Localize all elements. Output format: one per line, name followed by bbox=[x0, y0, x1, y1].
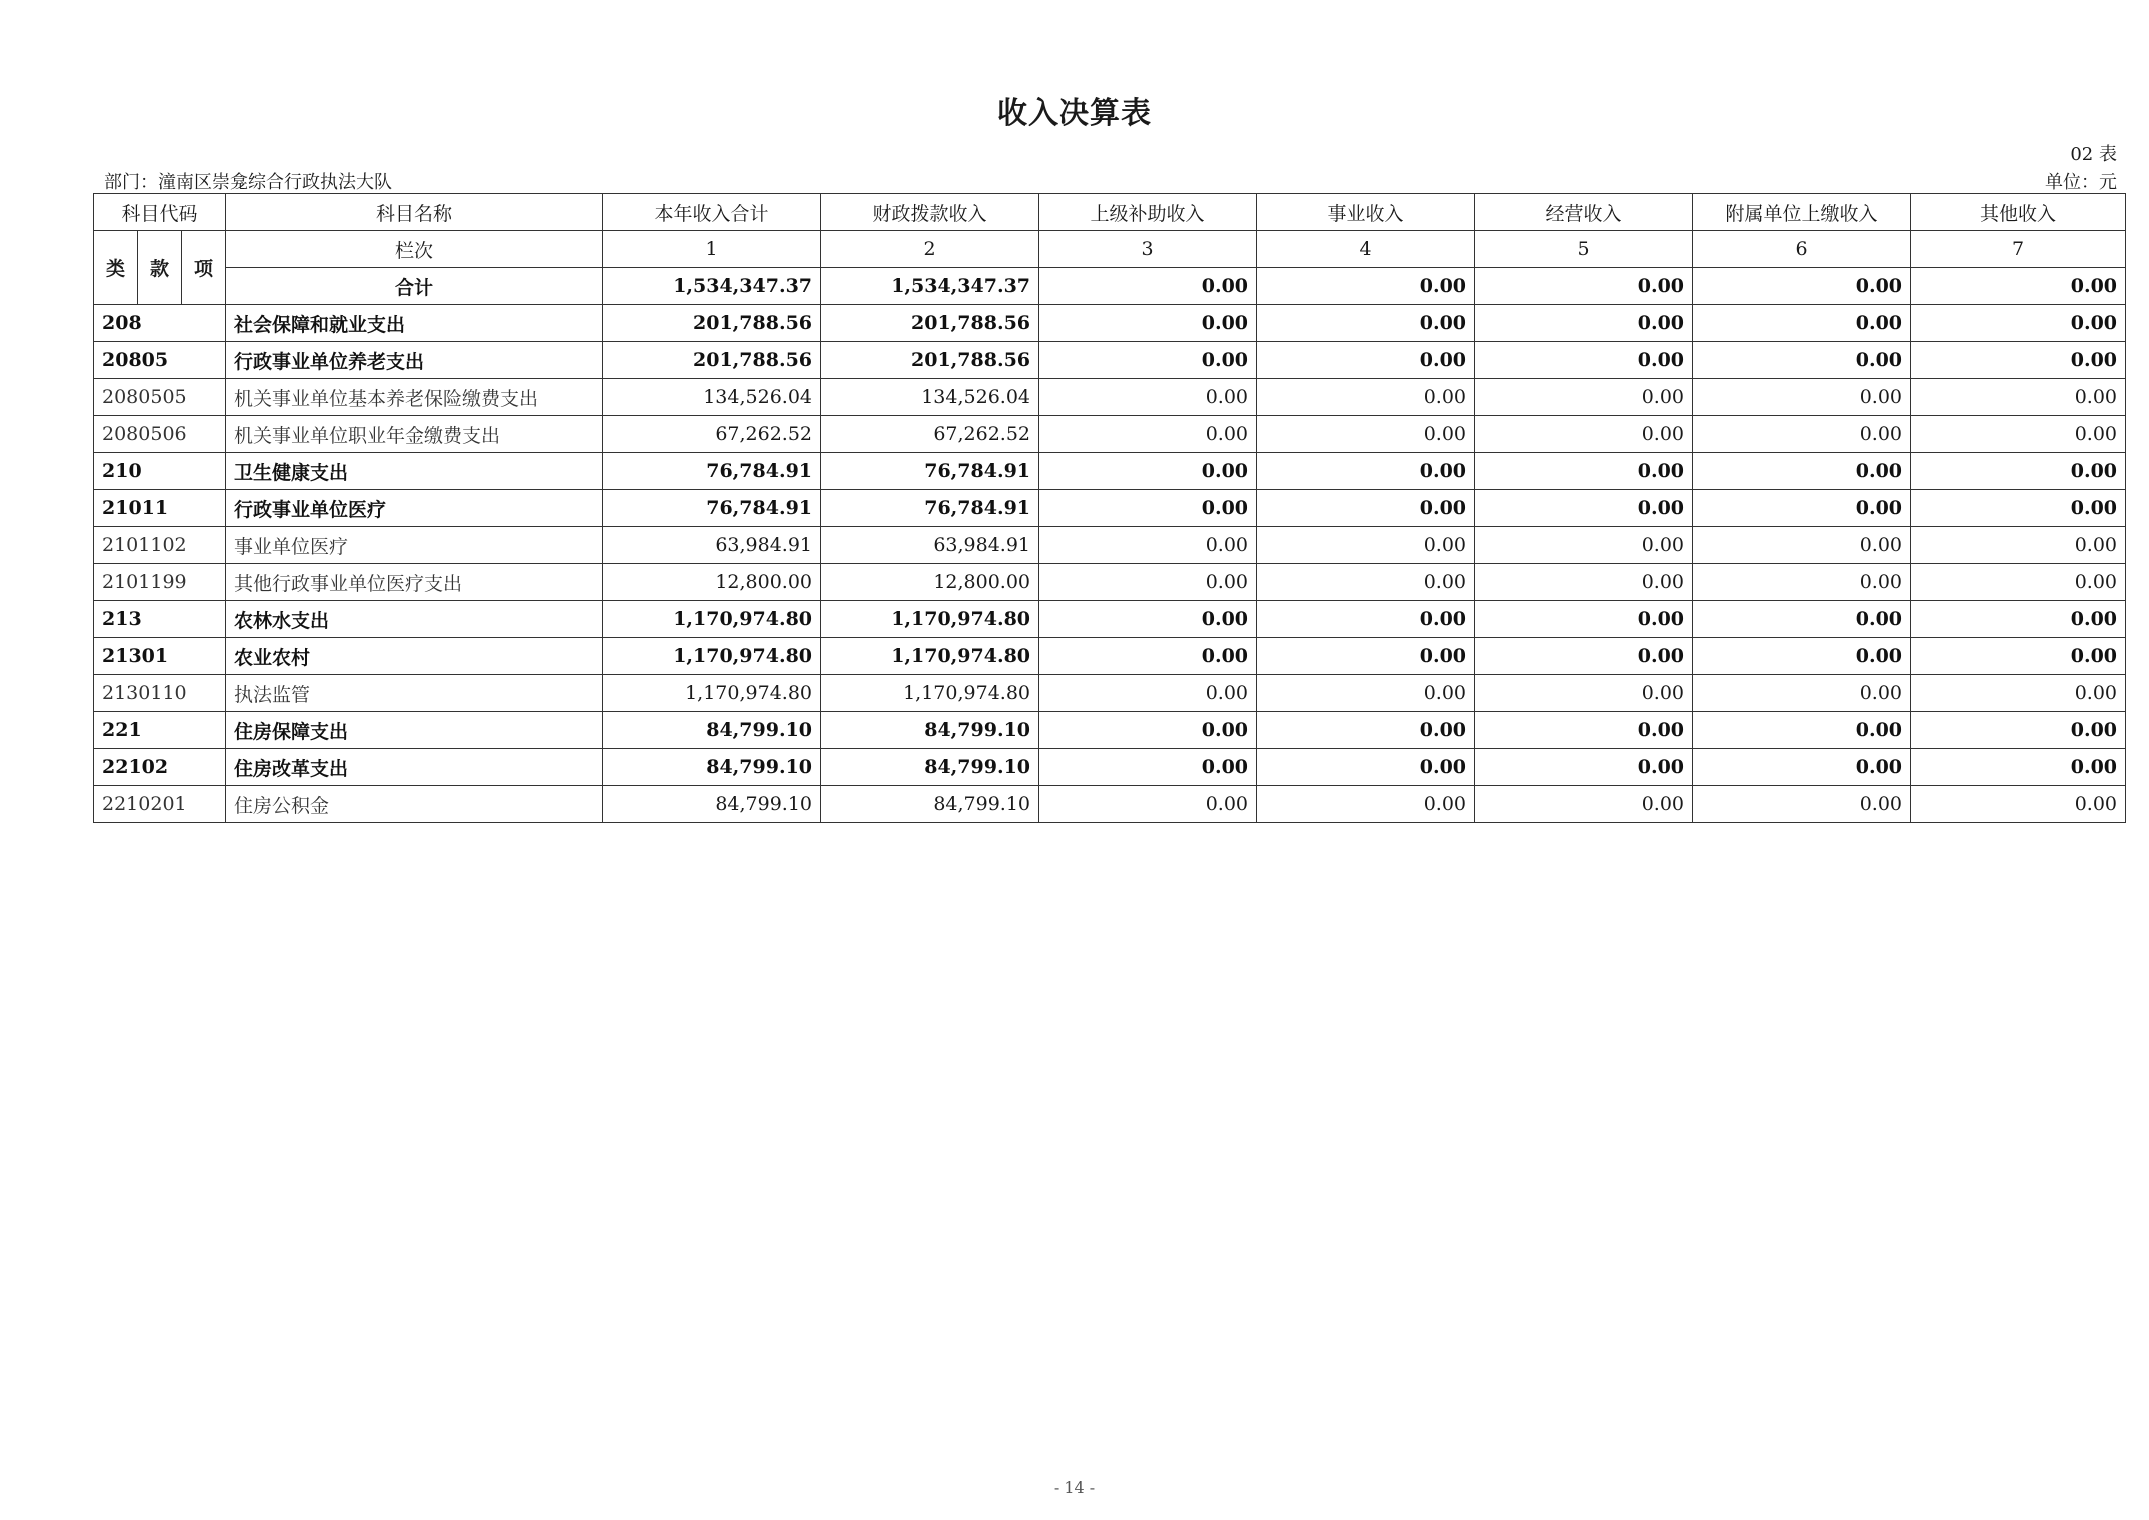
amount-cell: 0.00 bbox=[1475, 342, 1693, 379]
table-row bbox=[94, 305, 2126, 342]
amount-cell: 84,799.10 bbox=[821, 749, 1039, 786]
amount-cell: 0.00 bbox=[1039, 638, 1257, 675]
amount-cell: 0.00 bbox=[1257, 305, 1475, 342]
amount-cell: 0.00 bbox=[1693, 749, 1911, 786]
amount-cell: 76,784.91 bbox=[603, 490, 821, 527]
column-number: 3 bbox=[1039, 231, 1257, 268]
subject-name: 农业农村 bbox=[226, 638, 603, 675]
header-col-7: 其他收入 bbox=[1911, 194, 2126, 231]
amount-cell: 0.00 bbox=[1039, 712, 1257, 749]
amount-cell: 0.00 bbox=[1039, 601, 1257, 638]
subject-code: 210 bbox=[94, 453, 226, 490]
table-row bbox=[94, 675, 2126, 712]
level-kuan: 款 bbox=[138, 231, 182, 305]
header-col-3: 上级补助收入 bbox=[1039, 194, 1257, 231]
income-table bbox=[93, 193, 2126, 823]
subject-name: 机关事业单位基本养老保险缴费支出 bbox=[226, 379, 603, 416]
amount-cell: 0.00 bbox=[1257, 453, 1475, 490]
amount-cell: 0.00 bbox=[1911, 527, 2126, 564]
column-number: 1 bbox=[603, 231, 821, 268]
subject-code: 22102 bbox=[94, 749, 226, 786]
amount-cell: 1,170,974.80 bbox=[821, 638, 1039, 675]
amount-cell: 84,799.10 bbox=[821, 712, 1039, 749]
table-row bbox=[94, 601, 2126, 638]
table-row bbox=[94, 564, 2126, 601]
subject-code: 213 bbox=[94, 601, 226, 638]
amount-cell: 84,799.10 bbox=[821, 786, 1039, 823]
unit-label: 单位：元 bbox=[2045, 172, 2117, 193]
amount-cell: 0.00 bbox=[1039, 675, 1257, 712]
amount-cell: 0.00 bbox=[1475, 453, 1693, 490]
amount-cell: 63,984.91 bbox=[821, 527, 1039, 564]
level-lei: 类 bbox=[94, 231, 138, 305]
column-number: 7 bbox=[1911, 231, 2126, 268]
amount-cell: 0.00 bbox=[1693, 490, 1911, 527]
amount-cell: 0.00 bbox=[1911, 564, 2126, 601]
subject-name: 住房保障支出 bbox=[226, 712, 603, 749]
subject-code: 2080506 bbox=[94, 416, 226, 453]
amount-cell: 201,788.56 bbox=[603, 305, 821, 342]
subject-name: 其他行政事业单位医疗支出 bbox=[226, 564, 603, 601]
table-row bbox=[94, 712, 2126, 749]
column-number-row bbox=[94, 231, 2126, 268]
amount-cell: 0.00 bbox=[1693, 416, 1911, 453]
amount-cell: 0.00 bbox=[1475, 638, 1693, 675]
subject-name: 卫生健康支出 bbox=[226, 453, 603, 490]
table-row bbox=[94, 527, 2126, 564]
header-col-4: 事业收入 bbox=[1257, 194, 1475, 231]
amount-cell: 0.00 bbox=[1039, 453, 1257, 490]
amount-cell: 0.00 bbox=[1039, 786, 1257, 823]
amount-cell: 0.00 bbox=[1911, 453, 2126, 490]
amount-cell: 0.00 bbox=[1475, 749, 1693, 786]
amount-cell: 0.00 bbox=[1475, 416, 1693, 453]
subject-name: 行政事业单位医疗 bbox=[226, 490, 603, 527]
amount-cell: 0.00 bbox=[1693, 786, 1911, 823]
amount-cell: 0.00 bbox=[1257, 490, 1475, 527]
amount-cell: 0.00 bbox=[1039, 379, 1257, 416]
column-number: 4 bbox=[1257, 231, 1475, 268]
amount-cell: 63,984.91 bbox=[603, 527, 821, 564]
table-row bbox=[94, 786, 2126, 823]
subject-code: 2210201 bbox=[94, 786, 226, 823]
amount-cell: 0.00 bbox=[1693, 342, 1911, 379]
amount-cell: 0.00 bbox=[1475, 675, 1693, 712]
column-number: 5 bbox=[1475, 231, 1693, 268]
amount-cell: 0.00 bbox=[1693, 527, 1911, 564]
amount-cell: 1,170,974.80 bbox=[603, 675, 821, 712]
amount-cell: 0.00 bbox=[1693, 379, 1911, 416]
amount-cell: 0.00 bbox=[1039, 527, 1257, 564]
total-row bbox=[94, 268, 2126, 305]
subject-name: 社会保障和就业支出 bbox=[226, 305, 603, 342]
header-col-5: 经营收入 bbox=[1475, 194, 1693, 231]
amount-cell: 0.00 bbox=[1257, 638, 1475, 675]
total-label: 合计 bbox=[226, 268, 603, 305]
subject-name: 执法监管 bbox=[226, 675, 603, 712]
amount-cell: 0.00 bbox=[1911, 786, 2126, 823]
table-row bbox=[94, 453, 2126, 490]
amount-cell: 0.00 bbox=[1693, 638, 1911, 675]
amount-cell: 0.00 bbox=[1257, 601, 1475, 638]
amount-cell: 0.00 bbox=[1693, 305, 1911, 342]
level-xiang: 项 bbox=[182, 231, 226, 305]
subject-code: 21011 bbox=[94, 490, 226, 527]
column-number-label: 栏次 bbox=[226, 231, 603, 268]
header-row bbox=[94, 194, 2126, 231]
total-value: 0.00 bbox=[1039, 268, 1257, 305]
department-label: 部门：潼南区崇龛综合行政执法大队 bbox=[104, 172, 392, 193]
amount-cell: 0.00 bbox=[1693, 601, 1911, 638]
total-value: 1,534,347.37 bbox=[603, 268, 821, 305]
header-col-2: 财政拨款收入 bbox=[821, 194, 1039, 231]
amount-cell: 201,788.56 bbox=[821, 342, 1039, 379]
subject-name: 农林水支出 bbox=[226, 601, 603, 638]
amount-cell: 0.00 bbox=[1039, 416, 1257, 453]
amount-cell: 0.00 bbox=[1911, 749, 2126, 786]
page-title: 收入决算表 bbox=[997, 96, 1152, 131]
amount-cell: 1,170,974.80 bbox=[603, 638, 821, 675]
subject-code: 2130110 bbox=[94, 675, 226, 712]
amount-cell: 0.00 bbox=[1475, 601, 1693, 638]
amount-cell: 201,788.56 bbox=[821, 305, 1039, 342]
total-value: 0.00 bbox=[1257, 268, 1475, 305]
table-number: 02 表 bbox=[2070, 144, 2117, 165]
column-number: 6 bbox=[1693, 231, 1911, 268]
amount-cell: 0.00 bbox=[1475, 564, 1693, 601]
amount-cell: 0.00 bbox=[1039, 490, 1257, 527]
table-row bbox=[94, 749, 2126, 786]
amount-cell: 0.00 bbox=[1693, 712, 1911, 749]
amount-cell: 84,799.10 bbox=[603, 786, 821, 823]
amount-cell: 0.00 bbox=[1039, 342, 1257, 379]
subject-code: 2101199 bbox=[94, 564, 226, 601]
amount-cell: 0.00 bbox=[1475, 379, 1693, 416]
table-row bbox=[94, 490, 2126, 527]
header-name: 科目名称 bbox=[226, 194, 603, 231]
amount-cell: 76,784.91 bbox=[603, 453, 821, 490]
amount-cell: 0.00 bbox=[1911, 601, 2126, 638]
subject-code: 20805 bbox=[94, 342, 226, 379]
subject-name: 住房改革支出 bbox=[226, 749, 603, 786]
amount-cell: 0.00 bbox=[1257, 527, 1475, 564]
page-number: - 14 - bbox=[1053, 1478, 1096, 1497]
amount-cell: 0.00 bbox=[1257, 712, 1475, 749]
total-value: 1,534,347.37 bbox=[821, 268, 1039, 305]
amount-cell: 0.00 bbox=[1911, 490, 2126, 527]
subject-name: 行政事业单位养老支出 bbox=[226, 342, 603, 379]
amount-cell: 0.00 bbox=[1257, 564, 1475, 601]
amount-cell: 0.00 bbox=[1475, 712, 1693, 749]
amount-cell: 84,799.10 bbox=[603, 712, 821, 749]
amount-cell: 0.00 bbox=[1257, 416, 1475, 453]
amount-cell: 0.00 bbox=[1257, 786, 1475, 823]
amount-cell: 0.00 bbox=[1693, 675, 1911, 712]
table-row bbox=[94, 416, 2126, 453]
amount-cell: 0.00 bbox=[1911, 379, 2126, 416]
amount-cell: 0.00 bbox=[1039, 749, 1257, 786]
amount-cell: 0.00 bbox=[1475, 490, 1693, 527]
amount-cell: 0.00 bbox=[1911, 712, 2126, 749]
subject-code: 208 bbox=[94, 305, 226, 342]
amount-cell: 1,170,974.80 bbox=[821, 601, 1039, 638]
amount-cell: 84,799.10 bbox=[603, 749, 821, 786]
table-row bbox=[94, 379, 2126, 416]
amount-cell: 67,262.52 bbox=[603, 416, 821, 453]
subject-code: 2080505 bbox=[94, 379, 226, 416]
amount-cell: 12,800.00 bbox=[821, 564, 1039, 601]
amount-cell: 0.00 bbox=[1693, 453, 1911, 490]
header-col-1: 本年收入合计 bbox=[603, 194, 821, 231]
subject-code: 221 bbox=[94, 712, 226, 749]
total-value: 0.00 bbox=[1693, 268, 1911, 305]
amount-cell: 0.00 bbox=[1475, 305, 1693, 342]
amount-cell: 0.00 bbox=[1039, 564, 1257, 601]
subject-name: 住房公积金 bbox=[226, 786, 603, 823]
amount-cell: 67,262.52 bbox=[821, 416, 1039, 453]
amount-cell: 0.00 bbox=[1693, 564, 1911, 601]
table-row bbox=[94, 342, 2126, 379]
amount-cell: 12,800.00 bbox=[603, 564, 821, 601]
amount-cell: 201,788.56 bbox=[603, 342, 821, 379]
amount-cell: 76,784.91 bbox=[821, 490, 1039, 527]
amount-cell: 134,526.04 bbox=[603, 379, 821, 416]
amount-cell: 0.00 bbox=[1911, 638, 2126, 675]
amount-cell: 1,170,974.80 bbox=[821, 675, 1039, 712]
amount-cell: 0.00 bbox=[1039, 305, 1257, 342]
amount-cell: 0.00 bbox=[1911, 342, 2126, 379]
amount-cell: 134,526.04 bbox=[821, 379, 1039, 416]
amount-cell: 0.00 bbox=[1475, 786, 1693, 823]
amount-cell: 1,170,974.80 bbox=[603, 601, 821, 638]
subject-name: 事业单位医疗 bbox=[226, 527, 603, 564]
amount-cell: 0.00 bbox=[1911, 416, 2126, 453]
amount-cell: 0.00 bbox=[1257, 675, 1475, 712]
subject-name: 机关事业单位职业年金缴费支出 bbox=[226, 416, 603, 453]
subject-code: 2101102 bbox=[94, 527, 226, 564]
subject-code: 21301 bbox=[94, 638, 226, 675]
total-value: 0.00 bbox=[1911, 268, 2126, 305]
amount-cell: 0.00 bbox=[1257, 379, 1475, 416]
table-row bbox=[94, 638, 2126, 675]
amount-cell: 0.00 bbox=[1911, 675, 2126, 712]
header-code: 科目代码 bbox=[94, 194, 226, 231]
amount-cell: 0.00 bbox=[1475, 527, 1693, 564]
amount-cell: 0.00 bbox=[1257, 749, 1475, 786]
amount-cell: 76,784.91 bbox=[821, 453, 1039, 490]
column-number: 2 bbox=[821, 231, 1039, 268]
total-value: 0.00 bbox=[1475, 268, 1693, 305]
amount-cell: 0.00 bbox=[1257, 342, 1475, 379]
amount-cell: 0.00 bbox=[1911, 305, 2126, 342]
header-col-6: 附属单位上缴收入 bbox=[1693, 194, 1911, 231]
